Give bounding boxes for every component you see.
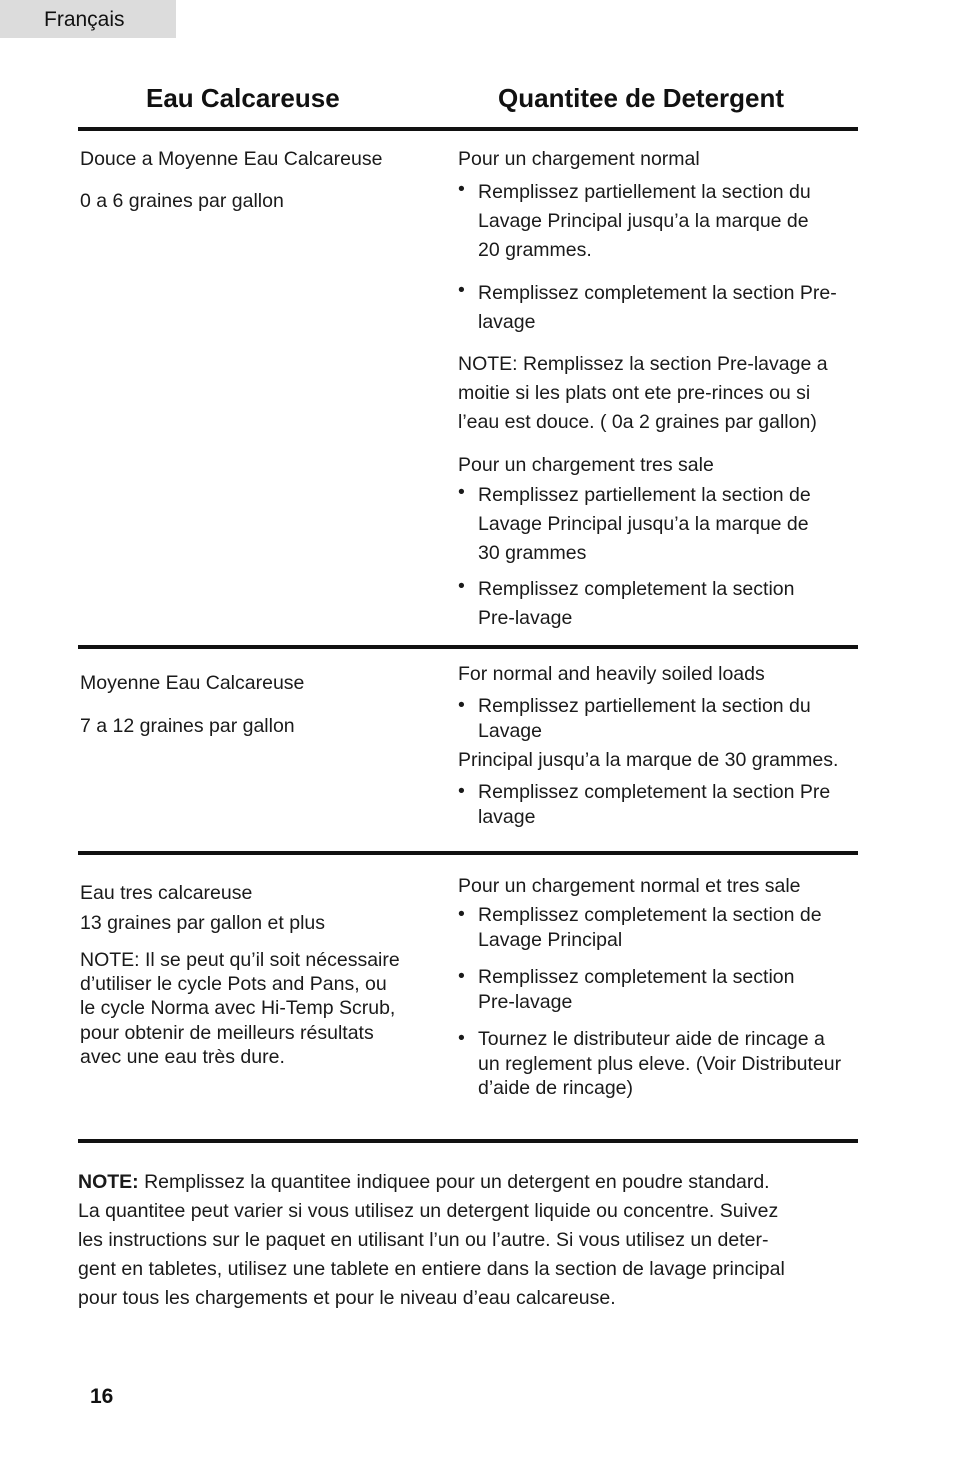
row1-bullet-1-line: 20 grammes.	[478, 239, 592, 261]
row1-bullet-1-line: Lavage Principal jusqu’a la marque de	[478, 210, 809, 232]
row3-bullet-3-line: Tournez le distributeur aide de rincage a	[478, 1028, 825, 1050]
row3-bullet-1-line: Lavage Principal	[478, 928, 623, 951]
row2-hardness-title: Moyenne Eau Calcareuse	[80, 672, 305, 694]
row1-note-line: NOTE: Remplissez la section Pre-lavage a	[458, 353, 828, 375]
row2-continuation: Principal jusqu’a la marque de 30 grammes.	[458, 749, 839, 771]
row2-intro: For normal and heavily soiled loads	[458, 663, 765, 685]
row3-note-line: pour obtenir de meilleurs résultats	[80, 1022, 374, 1044]
row3-bullet-1-line: Remplissez completement la section de	[478, 904, 822, 926]
row1-bullet-3-line: 30 grammes	[478, 542, 587, 564]
row1-note-line: l’eau est douce. ( 0a 2 graines par gallon)	[458, 411, 817, 433]
footer-note-line: La quantitee peut varier si vous utilisez un detergent liquide ou concentre. Suivez	[78, 1200, 779, 1222]
row1-intro-heavy: Pour un chargement tres sale	[458, 454, 714, 476]
page-number: 16	[90, 1385, 114, 1408]
footer-note-line: pour tous les chargements et pour le niveau d’eau calcareuse.	[78, 1287, 616, 1309]
bullet-dot: •	[458, 279, 465, 301]
footer-note-line: gent en tabletes, utilisez une tablete en entiere dans la section de lavage principal	[78, 1258, 785, 1280]
bullet-dot: •	[458, 780, 465, 802]
row1-bullet-2-line: lavage	[478, 311, 536, 333]
bullet-dot: •	[458, 1027, 465, 1049]
row3-note-line: NOTE: Il se peut qu’il soit nécessaire	[80, 949, 400, 971]
footer-note-text: Remplissez la quantitee indiquee pour un detergent en poudre standard.	[138, 1171, 770, 1193]
bullet-dot: •	[458, 903, 465, 925]
row2-bullet-1-line: Remplissez partiellement la section du	[478, 695, 811, 717]
bullet-dot: •	[458, 965, 465, 987]
row3-bullet-3-line: un reglement plus eleve. (Voir Distributeur	[478, 1052, 842, 1075]
header-water-hardness: Eau Calcareuse	[146, 83, 340, 113]
row1-bullet-4-line: Remplissez completement la section	[478, 578, 795, 600]
table-top-rule	[78, 127, 858, 131]
footer-note	[78, 1168, 878, 1313]
footer-note-line	[78, 1168, 878, 1197]
row1-bullet-1-line: Remplissez partiellement la section du	[478, 181, 811, 203]
row1-hardness-title: Douce a Moyenne Eau Calcareuse	[80, 148, 383, 170]
bullet-dot: •	[458, 178, 465, 200]
row2-bullet-2-line: lavage	[478, 805, 536, 828]
row1-note-line: moitie si les plats ont ete pre-rinces ou si	[458, 382, 811, 404]
footer-note-line: les instructions sur le paquet en utilisant l’un ou l’autre. Si vous utilisez un deter-	[78, 1229, 769, 1251]
row3-bullet-2-line: Remplissez completement la section	[478, 966, 795, 988]
row2-bullet-1-line: Lavage	[478, 719, 542, 742]
row3-bullet-3-line: d’aide de rincage)	[478, 1077, 634, 1099]
row1-intro-normal: Pour un chargement normal	[458, 148, 700, 170]
bullet-dot: •	[458, 481, 465, 503]
row3-note-line: le cycle Norma avec Hi-Temp Scrub,	[80, 997, 396, 1019]
footer-note-label: NOTE:	[78, 1171, 139, 1193]
row1-hardness-range: 0 a 6 graines par gallon	[80, 190, 284, 212]
table-bottom-rule	[78, 1139, 858, 1143]
header-detergent-quantity: Quantitee de Detergent	[498, 83, 785, 113]
row2-bullet-2-line: Remplissez completement la section Pre	[478, 781, 831, 803]
row3-hardness-title: Eau tres calcareuse	[80, 882, 253, 904]
row1-bullet-4-line: Pre-lavage	[478, 607, 573, 629]
row3-note-line: d’utiliser le cycle Pots and Pans, ou	[80, 973, 387, 995]
row3-note-line: avec une eau très dure.	[80, 1046, 285, 1068]
row-divider	[78, 645, 858, 649]
language-tab: Français	[0, 0, 176, 38]
row3-bullet-2-line: Pre-lavage	[478, 990, 573, 1013]
row2-hardness-range: 7 a 12 graines par gallon	[80, 715, 295, 737]
row3-intro: Pour un chargement normal et tres sale	[458, 875, 801, 897]
row1-bullet-3-line: Remplissez partiellement la section de	[478, 484, 811, 506]
bullet-dot: •	[458, 575, 465, 597]
row1-bullet-2-line: Remplissez completement la section Pre-	[478, 282, 837, 304]
row3-hardness-range: 13 graines par gallon et plus	[80, 912, 325, 934]
row1-bullet-3-line: Lavage Principal jusqu’a la marque de	[478, 513, 809, 535]
row-divider	[78, 851, 858, 855]
bullet-dot: •	[458, 694, 465, 716]
